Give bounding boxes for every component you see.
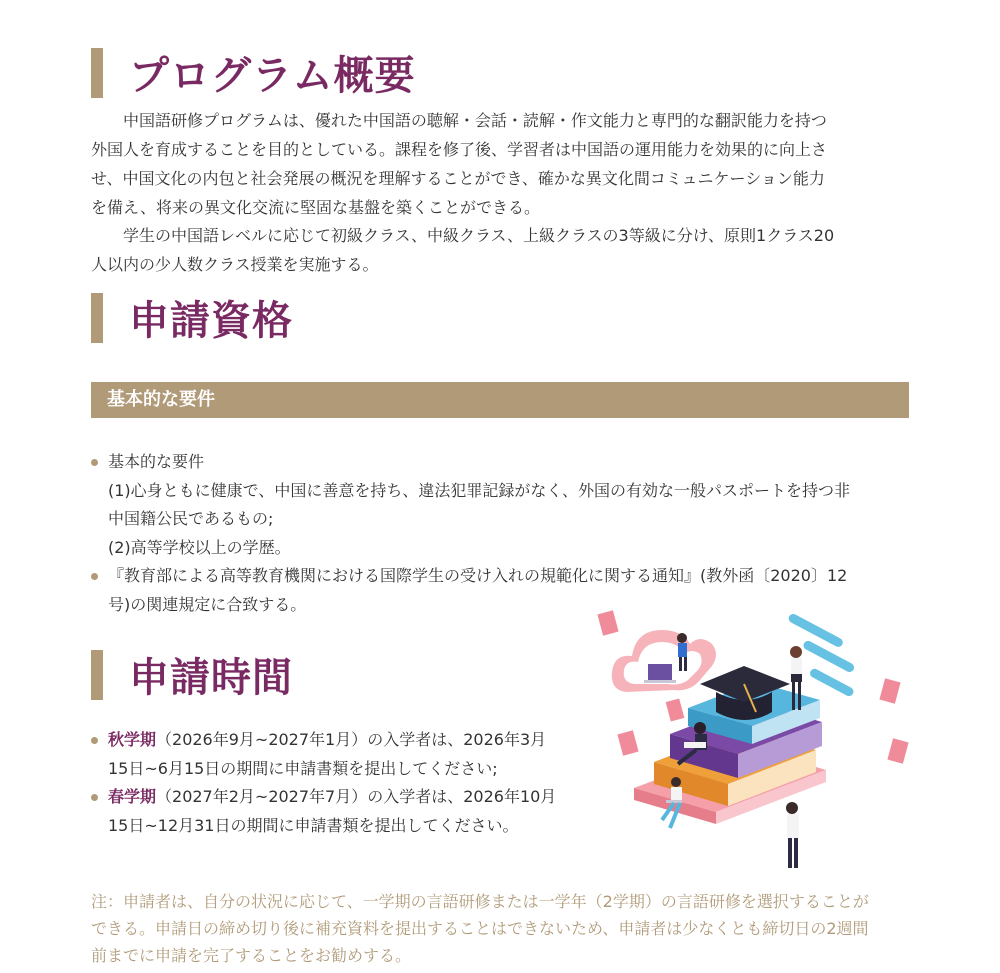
bullet-dot (91, 573, 98, 580)
molecule-badge-icon (879, 678, 900, 703)
text-line: 注：申請者は、自分の状況に応じて、一学期の言語研修または一学年（2学期）の言語研修を選択することが (91, 892, 869, 911)
text-line: (2)高等学校以上の学歴。 (108, 537, 291, 557)
period-title: 申請時間 (129, 655, 293, 701)
text-line (108, 783, 591, 812)
text-line: 外国人を育成することを目的としている。課程を修了後、学習者は中国語の運用能力を効果的に向上さ (91, 140, 828, 159)
period-list (91, 726, 591, 840)
autumn-dates: （2026年9月~2027年1月）の入学者は、2026年3月 (156, 730, 547, 749)
list-item-autumn (91, 726, 591, 783)
overview-paragraph-1 (91, 106, 911, 222)
list-item (91, 448, 911, 562)
atom-badge-icon (617, 730, 638, 755)
autumn-term-label: 秋学期 (108, 730, 157, 749)
education-illustration (596, 604, 912, 876)
text-line: 前までに申請を完了することをお勧めする。 (91, 946, 412, 965)
note-paragraph (91, 888, 911, 969)
text-line: 学生の中国語レベルに応じて初級クラス、中級クラス、上級クラスの3等級に分け、原則1クラス20 (123, 226, 835, 245)
text-line: 基本的な要件 (108, 452, 205, 471)
bullet-dot (91, 794, 98, 801)
overview-title: プログラム概要 (129, 53, 416, 99)
list-item-spring (91, 783, 591, 840)
bullet-dot (91, 459, 98, 466)
text-line (108, 726, 591, 755)
eligibility-heading (91, 289, 293, 346)
text-line: を備え、将来の異文化交流に堅固な基盤を築くことができる。 (91, 198, 540, 217)
text-line: できる。申請日の締め切り後に補充資料を提出することはできないため、申請者は少なくとも締切日の2週間 (91, 919, 869, 938)
text-line: せ、中国文化の内包と社会発展の概況を理解することができ、確かな異文化間コミュニケーション能力 (91, 169, 825, 188)
laptop-icon (648, 664, 672, 680)
bullet-dot (91, 737, 98, 744)
text-line: 号)の関連規定に合致する。 (108, 594, 307, 614)
text-line: 15日~6月15日の期間に申請書類を提出してください; (108, 758, 498, 778)
heading-accent-bar (91, 48, 103, 98)
spring-dates: （2027年2月~2027年7月）の入学者は、2026年10月 (156, 787, 557, 806)
eligibility-list (91, 448, 911, 619)
requirements-bar: 基本的な要件 (91, 382, 909, 418)
overview-paragraph-2 (91, 221, 911, 279)
text-line: 15日~12月31日の期間に申請書類を提出してください。 (108, 815, 519, 835)
period-heading (91, 646, 293, 703)
text-line: 人以内の少人数クラス授業を実施する。 (91, 255, 379, 274)
eligibility-title: 申請資格 (129, 298, 293, 344)
heading-accent-bar (91, 293, 103, 343)
flask-badge-icon (666, 699, 685, 722)
text-line: 『教育部による高等教育機関における国際学生の受け入れの規範化に関する通知』(教外函〔2020〕12 (108, 566, 848, 585)
text-line: 中国籍公民であるもの; (108, 509, 274, 528)
overview-heading (91, 44, 416, 101)
text-line: 中国語研修プログラムは、優れた中国語の聴解・会話・読解・作文能力と専門的な翻訳能力を持つ (123, 111, 827, 130)
spring-term-label: 春学期 (108, 787, 157, 806)
dna-badge-icon (597, 610, 618, 635)
heading-accent-bar (91, 650, 103, 700)
text-line: (1)心身ともに健康で、中国に善意を持ち、違法犯罪記録がなく、外国の有効な一般パスポートを持つ非 (108, 480, 851, 500)
beaker-badge-icon (887, 738, 908, 763)
